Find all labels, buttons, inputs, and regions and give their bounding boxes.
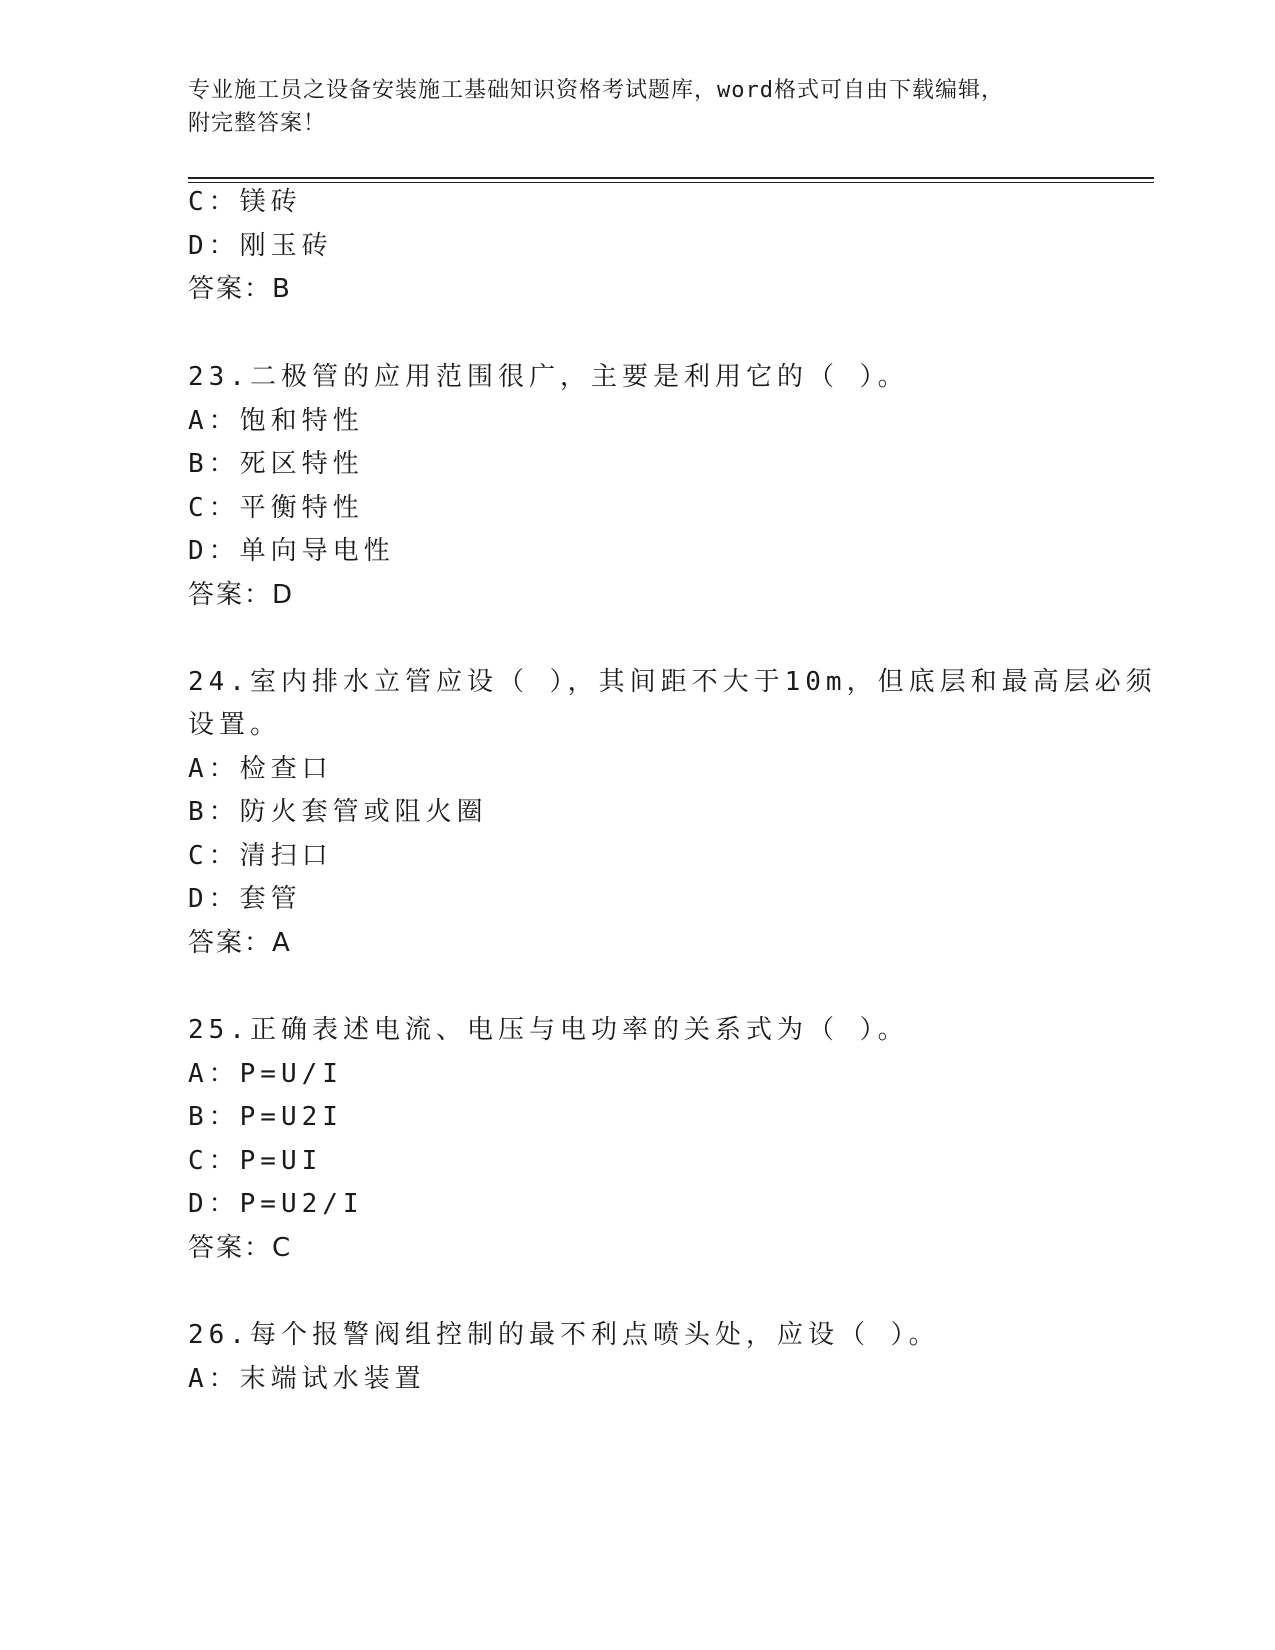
question-24-option-b: B：防火套管或阻火圈 — [188, 797, 488, 827]
question-23-option-c: C：平衡特性 — [188, 493, 364, 523]
question-23-answer: 答案：D — [188, 580, 295, 610]
question-25-text: 25.正确表述电流、电压与电功率的关系式为（ ）。 — [188, 1015, 909, 1045]
question-25-option-a: A：P=U/I — [188, 1059, 343, 1089]
prev-option-d: D：刚玉砖 — [188, 231, 333, 261]
question-24-answer: 答案：A — [188, 928, 292, 958]
question-24-option-a: A：检查口 — [188, 754, 333, 784]
question-25-option-b: B：P=U2I — [188, 1102, 343, 1132]
prev-option-c: C：镁砖 — [188, 187, 302, 217]
question-23-option-a: A：饱和特性 — [188, 406, 364, 436]
prev-answer: 答案：B — [188, 274, 292, 304]
header-divider — [188, 177, 1154, 183]
question-24-option-c: C：清扫口 — [188, 841, 333, 871]
document-header — [188, 74, 1088, 140]
question-23-option-d: D：单向导电性 — [188, 536, 395, 566]
question-26-option-a: A：末端试水装置 — [188, 1364, 426, 1394]
question-24-text-line-1: 24.室内排水立管应设（ ），其间距不大于10m，但底层和最高层必须 — [188, 667, 1157, 697]
header-line-2: 附完整答案！ — [188, 111, 327, 136]
question-25-option-c: C：P=UI — [188, 1146, 323, 1176]
question-26-text: 26.每个报警阀组控制的最不利点喷头处，应设（ ）。 — [188, 1320, 940, 1350]
header-line-1: 专业施工员之设备安装施工基础知识资格考试题库，word格式可自由下载编辑， — [188, 78, 1004, 103]
question-24-text-line-2: 设置。 — [188, 710, 282, 740]
question-24-option-d: D：套管 — [188, 884, 302, 914]
question-23-option-b: B：死区特性 — [188, 449, 364, 479]
question-25-option-d: D：P=U2/I — [188, 1189, 364, 1219]
question-25-answer: 答案：C — [188, 1233, 293, 1263]
question-23-text: 23.二极管的应用范围很广，主要是利用它的（ ）。 — [188, 362, 909, 392]
